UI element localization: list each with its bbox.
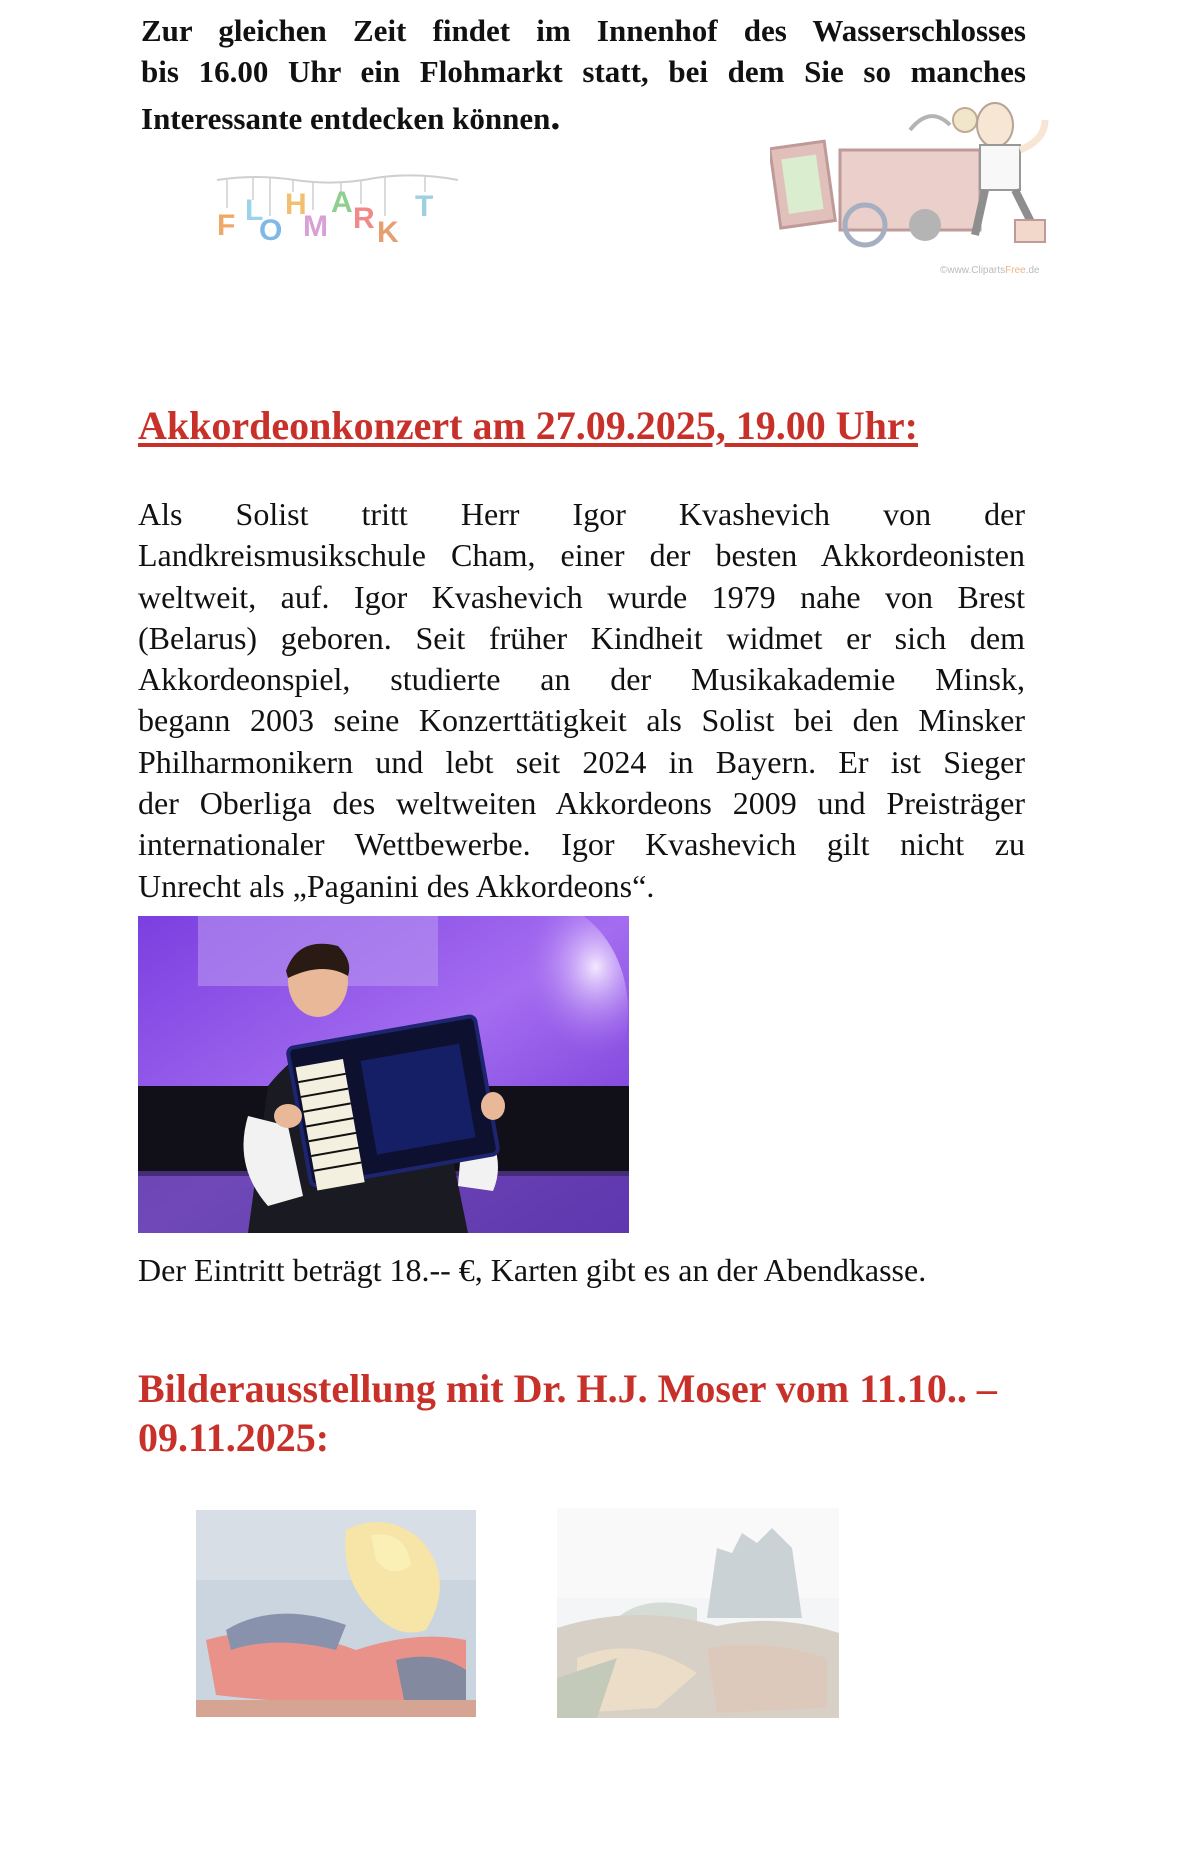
paragraph-line: Akkordeonspiel, studierte an der Musikakademie Minsk, — [138, 661, 1025, 698]
logo-letter-f: F — [217, 209, 236, 242]
intro-line-2: bis 16.00 Uhr ein Flohmarkt statt, bei dem Sie so manches — [141, 54, 1026, 89]
exhibition-heading — [138, 1364, 1038, 1462]
paragraph-line: Landkreismusikschule Cham, einer der besten Akkordeonisten — [138, 537, 1025, 574]
exhibition-heading-line-2: 09.11.2025: — [138, 1415, 330, 1460]
logo-letter-a: A — [331, 186, 353, 219]
logo-letter-l: L — [245, 194, 264, 227]
paragraph-line: (Belarus) geboren. Seit früher Kindheit widmet er sich dem — [138, 619, 1025, 656]
credit-highlight: Free — [1005, 265, 1026, 276]
paragraph-line: Unrecht als „Paganini des Akkordeons“. — [138, 867, 655, 904]
flohmarkt-garland-logo — [215, 170, 460, 250]
concert-heading: Akkordeonkonzert am 27.09.2025, 19.00 Uhr: — [138, 403, 918, 448]
exhibition-heading-line-1: Bilderausstellung mit Dr. H.J. Moser vom 11.10.. – — [138, 1366, 997, 1411]
paragraph-line: begann 2003 seine Konzerttätigkeit als Solist bei den Minsker — [138, 702, 1025, 739]
painting-abstract-1 — [196, 1510, 476, 1717]
entry-fee-text: Der Eintritt beträgt 18.-- €, Karten gibt es an der Abendkasse. — [138, 1252, 927, 1288]
flea-market-clipart — [770, 95, 1050, 250]
logo-letter-m: M — [303, 210, 328, 243]
credit-suffix: .de — [1025, 265, 1040, 276]
paragraph-line: Philharmonikern und lebt seit 2024 in Bayern. Er ist Sieger — [138, 743, 1025, 780]
concert-paragraph — [138, 494, 1025, 907]
logo-letter-k: K — [377, 216, 399, 249]
logo-letter-o: O — [259, 214, 283, 247]
paragraph-line: weltweit, auf. Igor Kvashevich wurde 1979 nahe von Brest — [138, 578, 1025, 615]
credit-prefix: ©www.Cliparts — [940, 265, 1006, 276]
paragraph-line: der Oberliga des weltweiten Akkordeons 2009 und Preisträger — [138, 785, 1025, 822]
accordionist-photo — [138, 916, 629, 1233]
intro-end-mark: . — [550, 93, 561, 138]
paragraph-line: Als Solist tritt Herr Igor Kvashevich von der — [138, 496, 1025, 532]
logo-letter-r: R — [353, 202, 375, 235]
paragraph-line: internationaler Wettbewerbe. Igor Kvashevich gilt nicht zu — [138, 826, 1025, 863]
clipart-credit — [940, 265, 1040, 276]
painting-landscape-2 — [557, 1508, 839, 1718]
intro-line-3: Interessante entdecken können — [141, 101, 551, 136]
logo-letter-h: H — [285, 188, 307, 221]
logo-letter-t: T — [415, 190, 434, 223]
intro-line-1: Zur gleichen Zeit findet im Innenhof des Wasserschlosses — [141, 13, 1026, 48]
